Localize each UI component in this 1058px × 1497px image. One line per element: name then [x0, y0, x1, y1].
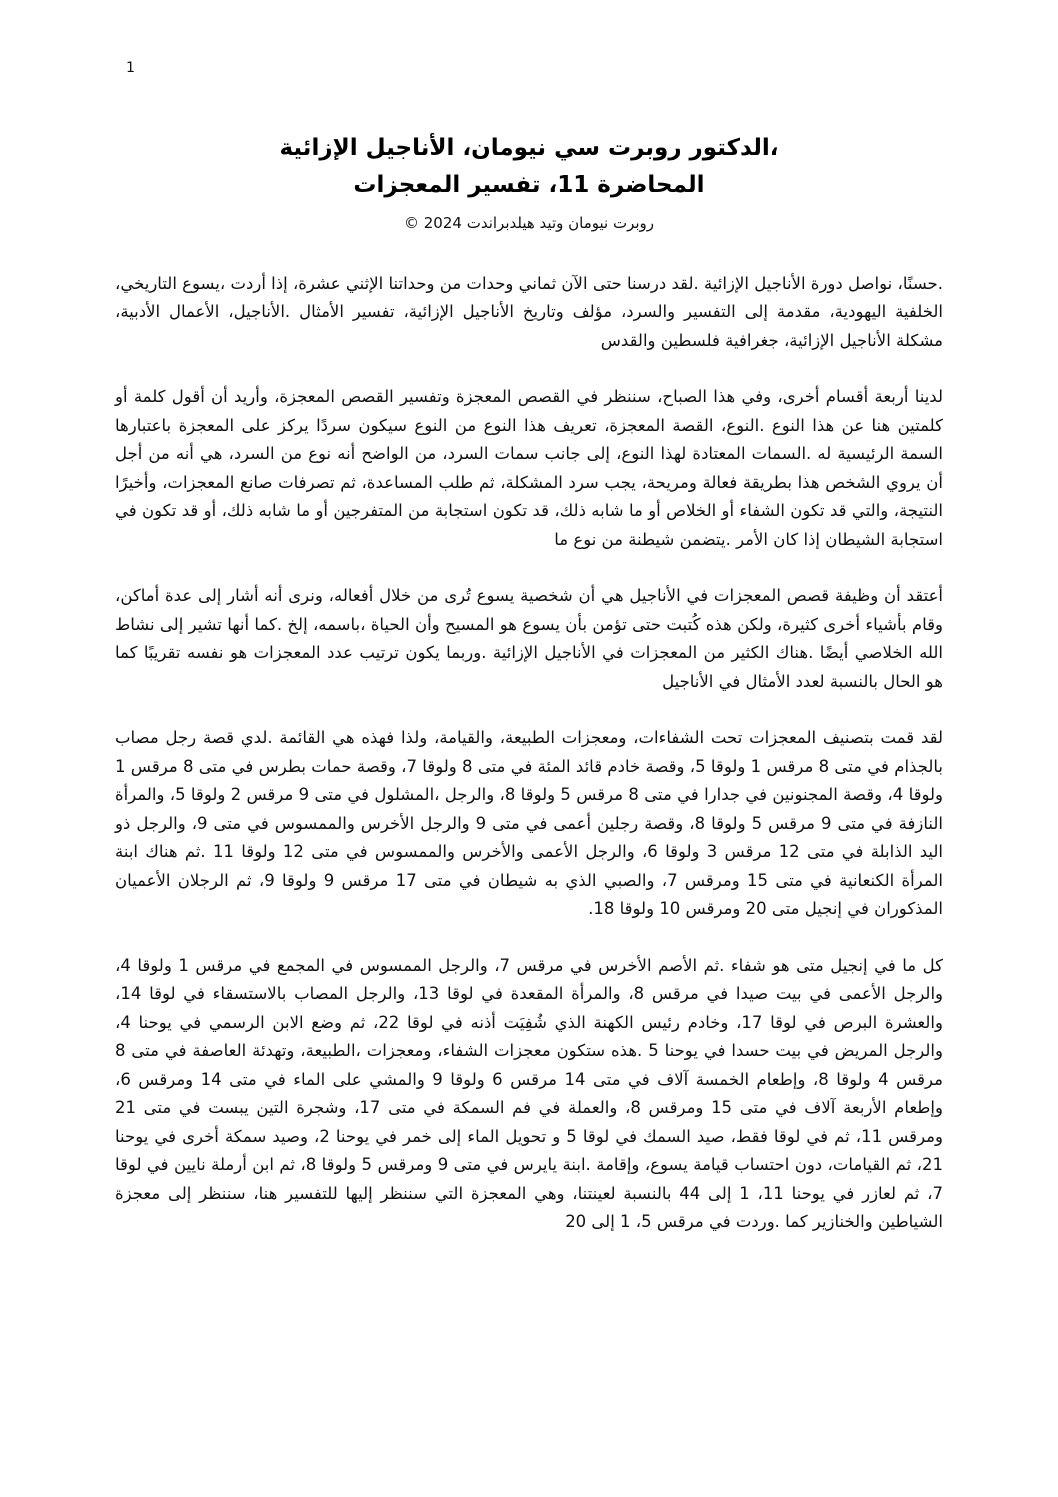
document-title — [115, 130, 943, 205]
paragraph-genre-definition: لدينا أربعة أقسام أخرى، وفي هذا الصباح، سننظر في القصص المعجزة وتفسير القصص المعجزة، وأريد أن أقول كلمة أو كلمتين هنا عن هذا النوع .النوع، القصة المعجزة، تعريف هذا النوع من النوع سيكون سردًا يركز على المعجزة باعتبارها السمة الرئيسية له .السمات المعتادة لهذا النوع، إلى جانب سمات السرد، من الواضح أنه نوع من السرد، هي أنه من أجل أن يروي الشخص هذا بطريقة فعالة ومريحة، يجب سرد المشكلة، ثم طلب المساعدة، ثم تصرفات صانع المعجزات، وأخيرًا النتيجة، والتي قد تكون الشفاء أو الخلاص أو ما شابه ذلك، قد تكون استجابة من المتفرجين أو ما شابه ذلك، أو قد تكون في استجابة الشيطان إذا كان الأمر .يتضمن شيطنة من نوع ما — [115, 387, 943, 549]
paragraph-miracle-list-nature: كل ما في إنجيل متى هو شفاء .ثم الأصم الأخرس في مرقس 7، والرجل الممسوس في المجمع في مرقس 1 ولوقا 4، والرجل الأعمى في بيت صيدا في مرقس 8، والمرأة المقعدة في لوقا 13، والرجل المصاب بالاستسقاء في لوقا 14، والعشرة البرص في لوقا 17، وخادم رئيس الكهنة الذي شُفِيَت أذنه في لوقا 22، ثم وضع الابن الرسمي في يوحنا 4، والرجل المريض في بيت حسدا في يوحنا 5 .هذه ستكون معجزات الشفاء، ومعجزات ،الطبيعة، وتهدئة العاصفة في متى 8 مرقس 4 ولوقا 8، وإطعام الخمسة آلاف في متى 14 مرقس 6 ولوقا 9 والمشي على الماء في متى 14 ومرقس 6، وإطعام الأربعة آلاف في متى 15 ومرقس 8، والعملة في فم السمكة في متى 17، وشجرة التين يبست في متى 21 ومرقس 11، ثم في لوقا فقط، صيد السمك في لوقا 5 و تحويل الماء إلى خمر في يوحنا 2، وصيد سمكة أخرى في يوحنا 21، ثم القيامات، دون احتساب قيامة يسوع، وإقامة .ابنة يايرس في متى 9 ومرقس 5 ولوقا 8، ثم ابن أرملة نايين في لوقا 7، ثم لعازر في يوحنا 11، 1 إلى 44 بالنسبة لعينتنا، وهي المعجزة التي سننظر إليها للتفسير هنا، سننظر إلى معجزة الشياطين والخنازير كما .وردت في مرقس 5، 1 إلى 20 — [115, 955, 943, 1231]
document-body — [115, 270, 943, 1237]
paragraph-intro: .حسنًا، نواصل دورة الأناجيل الإزائية .لقد درسنا حتى الآن ثماني وحدات من وحداتنا الإثني عشرة، إذا أردت ،يسوع التاريخي، الخلفية اليهودية، مقدمة إلى التفسير والسرد، مؤلف وتاريخ الأناجيل الإزائية، تفسير الأمثال .الأناجيل، الأعمال الأدبية، مشكلة الأناجيل الإزائية، جغرافية فلسطين والقدس — [115, 273, 943, 350]
page-number: 1 — [126, 60, 135, 76]
title-line-1: ،الدكتور روبرت سي نيومان، الأناجيل الإزائية — [279, 135, 779, 161]
paragraph-miracle-function: أعتقد أن وظيفة قصص المعجزات في الأناجيل هي أن شخصية يسوع تُرى من خلال أفعاله، ونرى أنه أشار إلى عدة أماكن، وقام بأشياء أخرى كثيرة، ولكن هذه كُتبت حتى تؤمن بأن يسوع هو المسيح وأن الحياة ،باسمه، إلخ .كما أنها تشير إلى نشاط الله الخلاصي أيضًا .هناك الكثير من المعجزات في الأناجيل الإزائية .وربما يكون ترتيب عدد المعجزات هو نفسه تقريبًا كما هو الحال بالنسبة لعدد الأمثال في الأناجيل — [115, 586, 943, 691]
document-content — [115, 130, 943, 1237]
paragraph-miracle-list-healings: لقد قمت بتصنيف المعجزات تحت الشفاءات، ومعجزات الطبيعة، والقيامة، ولذا فهذه هي القائمة .لدي قصة رجل مصاب بالجذام في متى 8 مرقس 1 ولوقا 5، وقصة خادم قائد المئة في متى 8 ولوقا 7، وقصة حمات بطرس في متى 8 مرقس 1 ولوقا 4، وقصة المجنونين في جدارا في متى 8 مرقس 5 ولوقا 8، والرجل ،المشلول في متى 9 مرقس 2 ولوقا 5، والمرأة النازفة في متى 9 مرقس 5 ولوقا 8، وقصة رجلين أعمى في متى 9 والرجل الأخرس والممسوس في متى 9، والرجل ذو اليد الذابلة في متى 12 مرقس 3 ولوقا 6، والرجل الأعمى والأخرس والممسوس في متى 12 ولوقا 11 .ثم هناك ابنة المرأة الكنعانية في متى 15 ومرقس 7، والصبي الذي به شيطان في متى 17 مرقس 9 ولوقا 9، ثم الرجلان الأعميان المذكوران في إنجيل متى 20 ومرقس 10 ولوقا 18. — [115, 728, 944, 918]
copyright-line: روبرت نيومان وتيد هيلدبراندت 2024 © — [403, 213, 655, 232]
title-line-2: المحاضرة 11، تفسير المعجزات — [353, 172, 705, 199]
